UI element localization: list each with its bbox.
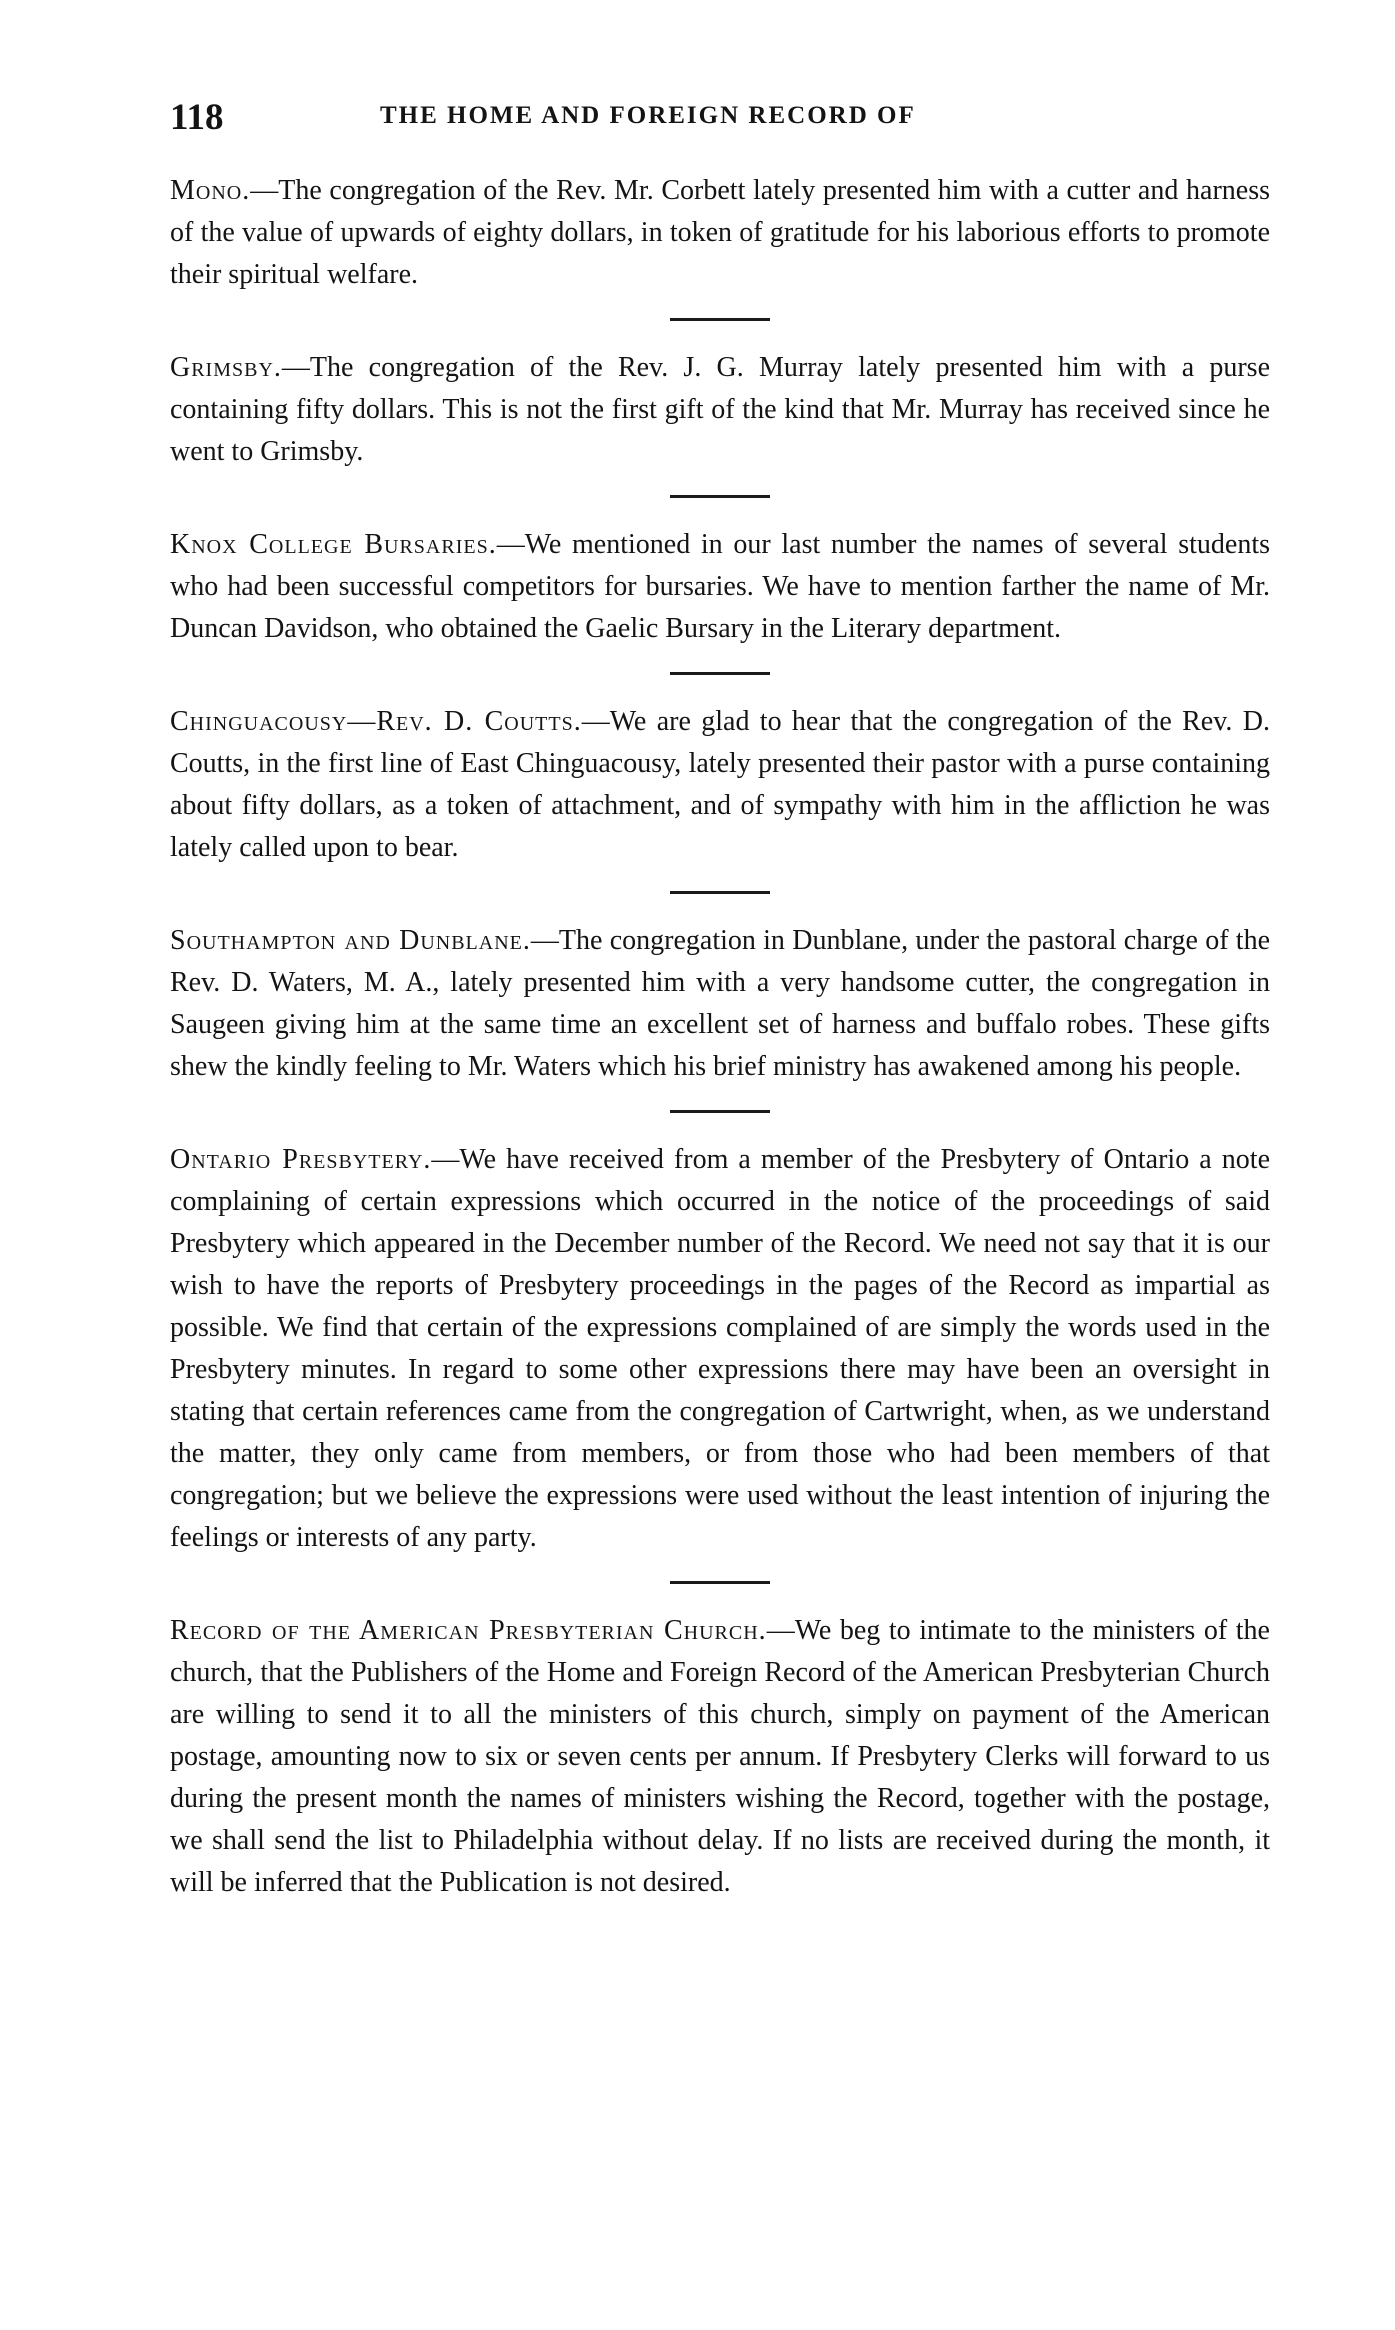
section-divider (670, 495, 770, 498)
section-divider (670, 672, 770, 675)
paragraph-heading: Southampton and Dunblane. (170, 925, 531, 956)
paragraph-ontario-presbytery (170, 1139, 1270, 1559)
paragraph-text: —We mentioned in our last number the names of several students who had been successful competitors for bursaries. We have to mention farther the name of Mr. Duncan Davidson, who obtained the Gaelic Bursary in the Literary department. (170, 529, 1270, 644)
paragraph-knox-college (170, 524, 1270, 650)
paragraph-chinguacousy (170, 701, 1270, 869)
section-divider (670, 1110, 770, 1113)
paragraph-american-record (170, 1610, 1270, 1904)
paragraph-text: —The congregation of the Rev. J. G. Murray lately presented him with a purse containing fifty dollars. This is not the first gift of the kind that Mr. Murray has received since he went to Grimsby. (170, 352, 1270, 467)
paragraph-text: —The congregation of the Rev. Mr. Corbett lately presented him with a cutter and harness of the value of upwards of eighty dollars, in token of gratitude for his laborious efforts to promote their spiritual welfare. (170, 175, 1270, 290)
page-number: 118 (170, 97, 224, 138)
paragraph-heading: Chinguacousy—Rev. D. Coutts. (170, 706, 582, 737)
paragraph-heading: Mono. (170, 175, 251, 206)
section-divider (670, 318, 770, 321)
page-header (170, 96, 1270, 146)
paragraph-heading: Grimsby. (170, 352, 282, 383)
paragraph-text: —We beg to intimate to the ministers of the church, that the Publishers of the Home and Foreign Record of the American Presbyterian Church are willing to send it to all the ministers of this church, simply on payment of the American postage, amounting now to six or seven cents per annum. If Presbytery Clerks will forward to us during the present month the names of ministers wishing the Record, together with the postage, we shall send the list to Philadelphia without delay. If no lists are received during the month, it will be inferred that the Publication is not desired. (170, 1615, 1270, 1898)
paragraph-heading: Knox College Bursaries. (170, 529, 497, 560)
article-body (170, 170, 1270, 1904)
paragraph-text: —We are glad to hear that the congregation of the Rev. D. Coutts, in the first line of East Chinguacousy, lately presented their pastor with a purse containing about fifty dollars, as a token of attachment, and of sympathy with him in the affliction he was lately called upon to bear. (170, 706, 1270, 863)
paragraph-southampton (170, 920, 1270, 1088)
section-divider (670, 1581, 770, 1584)
paragraph-text: —We have received from a member of the Presbytery of Ontario a note complaining of certain expressions which occurred in the notice of the proceedings of said Presbytery which appeared in the December number of the Record. We need not say that it is our wish to have the reports of Presbytery proceedings in the pages of the Record as impartial as possible. We find that certain of the expressions complained of are simply the words used in the Presbytery minutes. In regard to some other expressions there may have been an oversight in stating that certain references came from the congregation of Cartwright, when, as we understand the matter, they only came from members, or from those who had been members of that congregation; but we believe the expressions were used without the least intention of injuring the feelings or interests of any party. (170, 1144, 1270, 1553)
paragraph-text: —The congregation in Dunblane, under the pastoral charge of the Rev. D. Waters, M. A., lately presented him with a very handsome cutter, the congregation in Saugeen giving him at the same time an excellent set of harness and buffalo robes. These gifts shew the kindly feeling to Mr. Waters which his brief ministry has awakened among his people. (170, 925, 1271, 1082)
section-divider (670, 891, 770, 894)
paragraph-grimsby (170, 347, 1270, 473)
paragraph-mono (170, 170, 1270, 296)
running-title: THE HOME AND FOREIGN RECORD OF (380, 102, 916, 129)
paragraph-heading: Ontario Presbytery. (170, 1144, 432, 1175)
paragraph-heading: Record of the American Presbyterian Church. (170, 1615, 767, 1646)
